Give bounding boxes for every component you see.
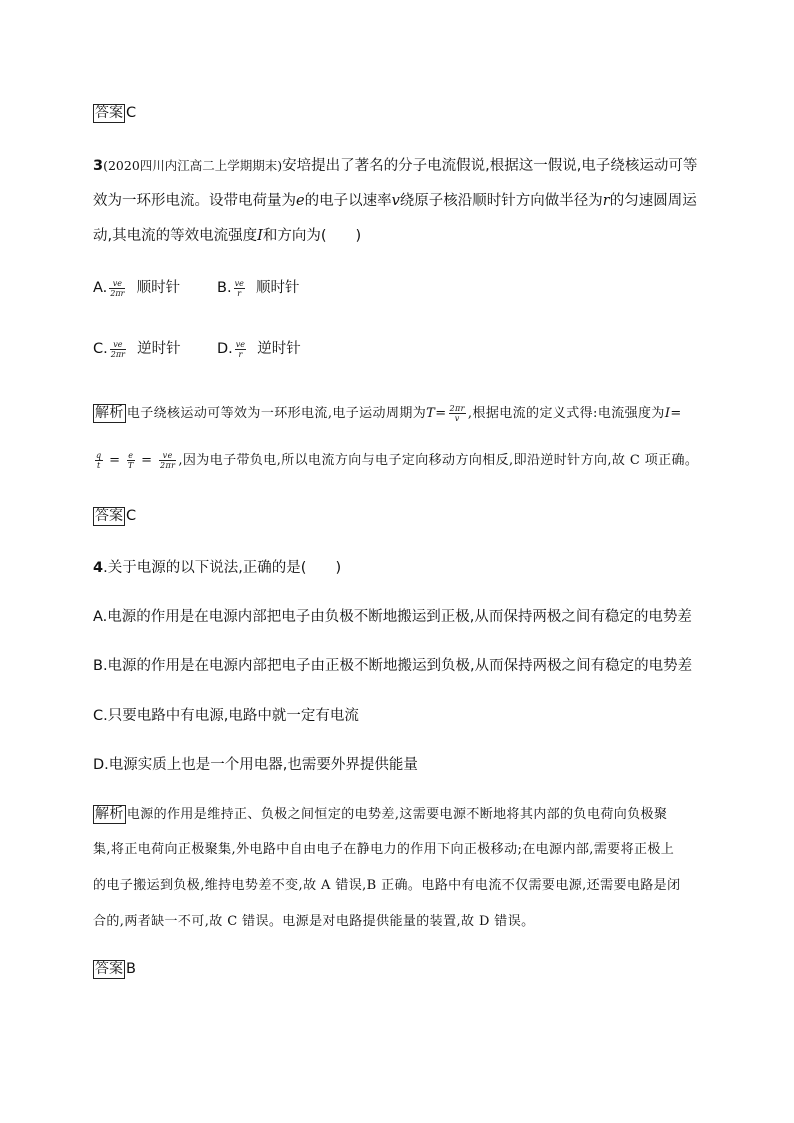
answer-tag: 答案	[95, 961, 123, 977]
q4-analysis-line4: 合的,两者缺一不可,故 C 错误。电源是对电路提供能量的装置,故 D 错误。	[93, 914, 535, 929]
analysis-text: ,因为电子带负电,所以电流方向与电子定向移动方向相反,即沿逆时针方向,故 C 项正确。	[178, 453, 699, 468]
fraction: $\frac{2\pi r}{v}$	[449, 404, 465, 423]
question-number: 4	[93, 560, 104, 576]
option-B[interactable]	[217, 276, 300, 298]
fraction: $\frac{ve}{r}$	[235, 339, 246, 359]
fraction: $\frac{ve}{2\pi r}$	[160, 451, 176, 470]
option-text: 逆时针	[257, 341, 301, 357]
equals: =	[104, 453, 125, 468]
question-number: 3	[93, 158, 104, 174]
answer-tag: 答案	[95, 105, 123, 121]
question-source: (2020四川内江高二上学期期末)	[103, 158, 283, 173]
fraction: $\frac{ve}{2\pi r}$	[110, 339, 125, 359]
analysis-text: ,根据电流的定义式得:电流强度为	[467, 406, 665, 421]
q4-analysis-line3: 的电子搬运到负极,维持电势差不变,故 A 错误,B 正确。电路中有电流不仅需要电源,还需要电路是闭	[93, 878, 681, 893]
option-text: 顺时针	[256, 280, 300, 296]
q3-analysis-line1	[93, 402, 705, 423]
answer-value: C	[126, 105, 137, 121]
analysis-text: 电源的作用是维持正、负极之间恒定的电势差,这需要电源不断地将其内部的负电荷向负极聚	[126, 807, 668, 822]
analysis-tag: 解析	[95, 806, 124, 822]
q4-stem	[93, 556, 705, 577]
fraction: $\frac{e}{T}$	[127, 451, 134, 470]
q4-option-A[interactable]: A.电源的作用是在电源内部把电子由负极不断地搬运到正极,从而保持两极之间有稳定的电势差	[93, 609, 692, 625]
q3-stem-text: 安培提出了著名的分子电流假说,根据这一假说,电子绕核运动可等	[282, 158, 698, 174]
q3-text: 绕原子核沿顺时针方向做半径为	[399, 193, 603, 209]
answer-line	[93, 507, 705, 526]
fraction: $\frac{ve}{r}$	[234, 278, 244, 298]
option-label: B.	[217, 280, 232, 296]
option-label: A.	[93, 280, 108, 296]
q4-option-D[interactable]: D.电源实质上也是一个用电器,也需要外界提供能量	[93, 757, 418, 773]
q3-stem-line2	[93, 189, 705, 210]
q3-stem-line1	[93, 154, 705, 175]
q3-options-row1	[93, 276, 705, 298]
answer-value: B	[126, 961, 136, 977]
q3-text: 的匀速圆周运	[609, 193, 697, 209]
equals: =	[136, 453, 157, 468]
q4-analysis-line1	[93, 803, 705, 824]
q4-stem-text: .关于电源的以下说法,正确的是( )	[103, 560, 342, 576]
fraction: $\frac{q}{t}$	[96, 451, 102, 470]
var-r: r	[602, 193, 610, 209]
var-v: v	[391, 193, 400, 209]
analysis-tag: 解析	[95, 405, 124, 421]
answer-line	[93, 104, 705, 123]
q3-options-row2	[93, 337, 705, 359]
q3-text: 效为一环形电流。设带电荷量为	[93, 193, 296, 209]
formula-I: I=	[664, 406, 682, 421]
q4-option-B[interactable]: B.电源的作用是在电源内部把电子由正极不断地搬运到负极,从而保持两极之间有稳定的电势差	[93, 658, 693, 674]
formula-T: T=	[426, 406, 447, 421]
q4-option-C[interactable]: C.只要电路中有电源,电路中就一定有电流	[93, 708, 359, 724]
option-label: D.	[217, 341, 233, 357]
option-text: 逆时针	[137, 341, 181, 357]
option-label: C.	[93, 341, 108, 357]
analysis-text: 电子绕核运动可等效为一环形电流,电子运动周期为	[126, 406, 427, 421]
q3-text: 的电子以速率	[304, 193, 392, 209]
answer-line	[93, 960, 705, 979]
option-A[interactable]	[93, 276, 217, 298]
var-I: I	[257, 228, 263, 244]
q3-stem-line3	[93, 224, 705, 245]
option-C[interactable]	[93, 337, 217, 359]
q3-text: 动,其电流的等效电流强度	[93, 228, 258, 244]
option-D[interactable]	[217, 337, 301, 359]
fraction: $\frac{ve}{2\pi r}$	[110, 278, 125, 298]
answer-value: C	[126, 508, 137, 524]
q3-text: 和方向为( )	[262, 228, 362, 244]
q3-analysis-line2	[93, 449, 705, 470]
q4-analysis-line2: 集,将正电荷向正极聚集,外电路中自由电子在静电力的作用下向正极移动;在电源内部,需要将正极上	[93, 842, 675, 857]
answer-tag: 答案	[95, 508, 123, 524]
option-text: 顺时针	[136, 280, 181, 296]
var-e: e	[296, 193, 305, 209]
